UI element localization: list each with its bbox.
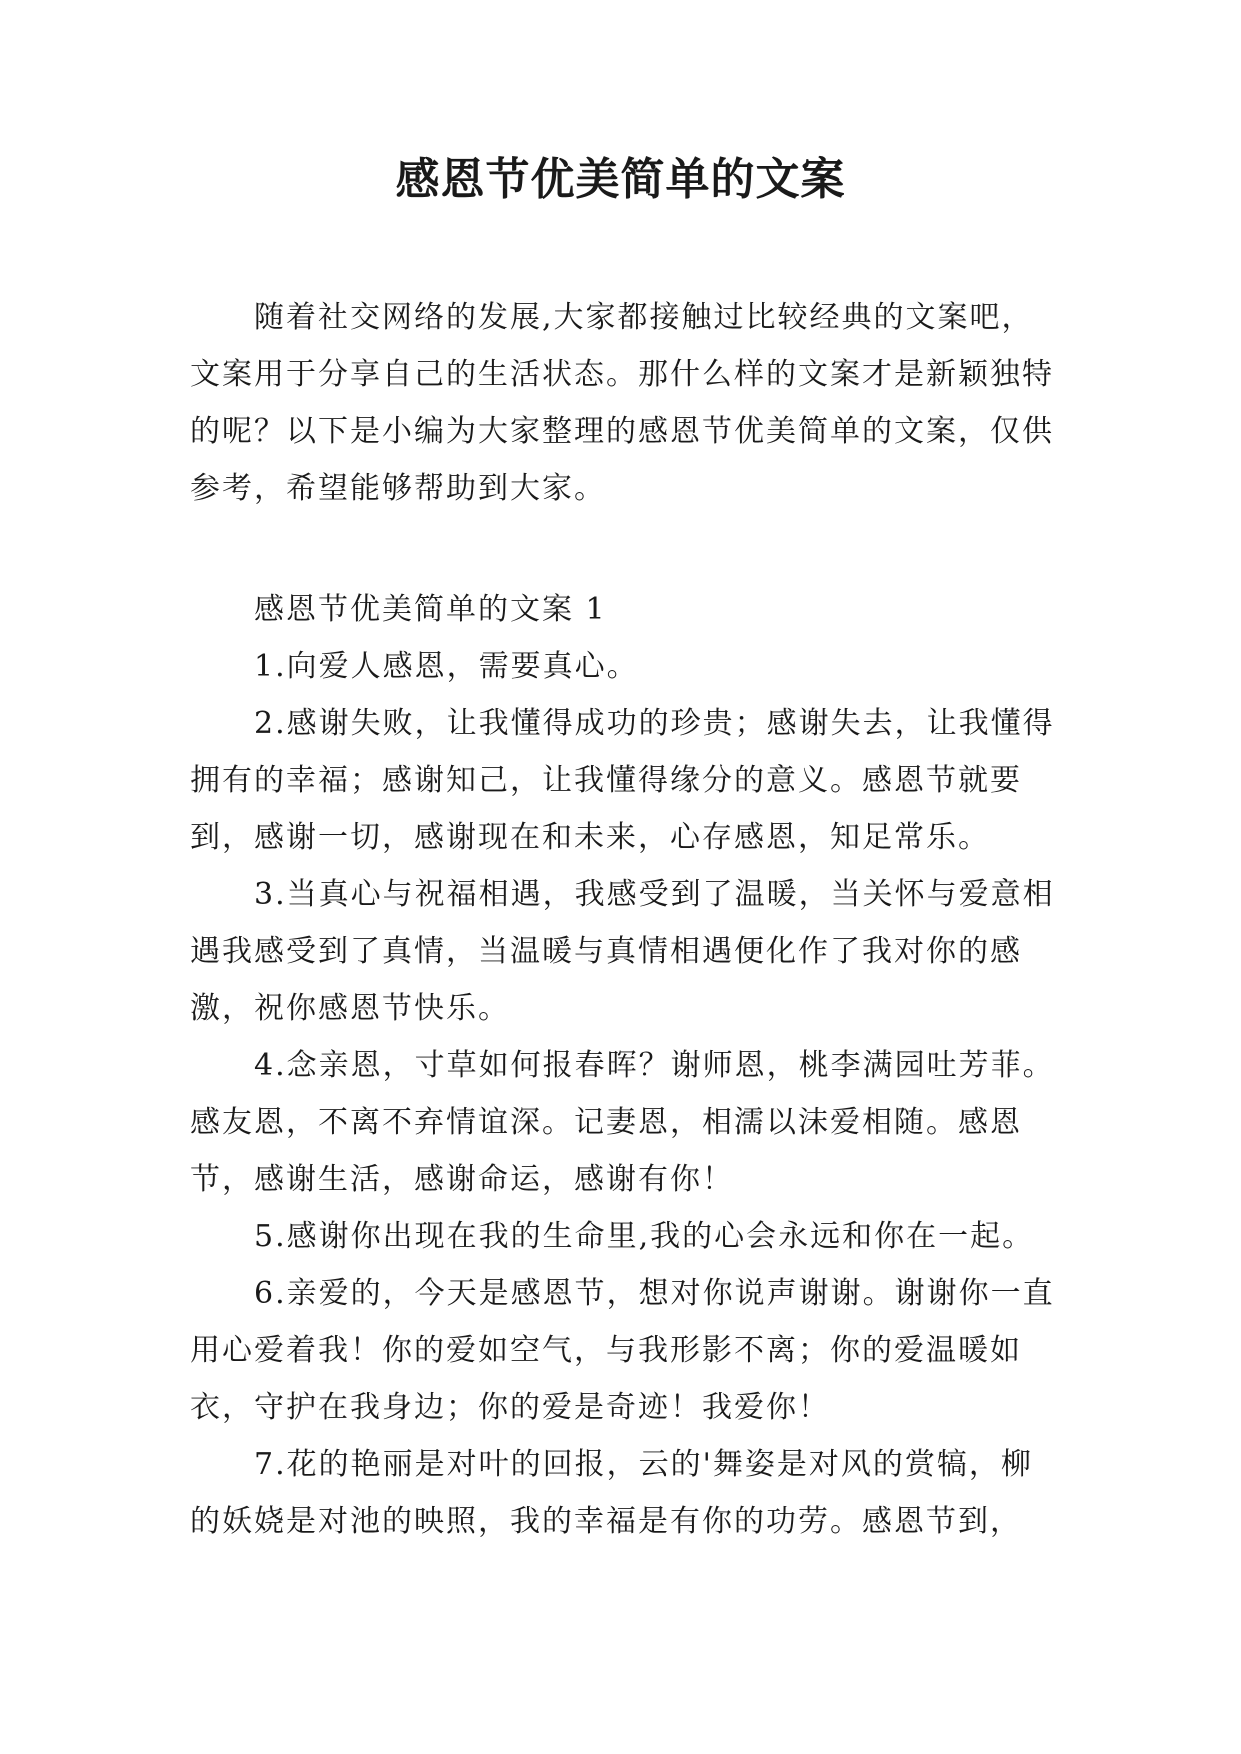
list-item: 7.花的艳丽是对叶的回报，云的'舞姿是对风的赏犒，柳的妖娆是对池的映照，我的幸福是有你的功劳。感恩节到， [190,1447,1033,1539]
list-item: 2.感谢失败，让我懂得成功的珍贵；感谢失去，让我懂得拥有的幸福；感谢知己，让我懂得缘分的意义。感恩节就要到，感谢一切，感谢现在和未来，心存感恩，知足常乐。 [190,706,1055,855]
list-item: 5.感谢你出现在我的生命里,我的心会永远和你在一起。 [254,1219,1035,1254]
intro-block [190,289,1058,517]
intro-paragraph: 随着社交网络的发展,大家都接触过比较经典的文案吧，文案用于分享自己的生活状态。那什么样的文案才是新颖独特的呢？以下是小编为大家整理的感恩节优美简单的文案，仅供参考，希望能够帮助到大家。 [190,300,1054,506]
section-1 [190,581,1058,1550]
list-item: 1.向爱人感恩，需要真心。 [254,649,639,684]
document-title: 感恩节优美简单的文案 [395,154,846,205]
section-heading: 感恩节优美简单的文案 1 [254,592,607,627]
list-item: 4.念亲恩，寸草如何报春晖？谢师恩，桃李满园吐芳菲。感友恩，不离不弃情谊深。记妻恩，相濡以沫爱相随。感恩节，感谢生活，感谢命运，感谢有你！ [190,1048,1055,1197]
list-item: 6.亲爱的，今天是感恩节，想对你说声谢谢。谢谢你一直用心爱着我！你的爱如空气，与我形影不离；你的爱温暖如衣，守护在我身边；你的爱是奇迹！我爱你！ [190,1276,1055,1425]
list-item: 3.当真心与祝福相遇，我感受到了温暖，当关怀与爱意相遇我感受到了真情，当温暖与真情相遇便化作了我对你的感激，祝你感恩节快乐。 [190,877,1055,1026]
